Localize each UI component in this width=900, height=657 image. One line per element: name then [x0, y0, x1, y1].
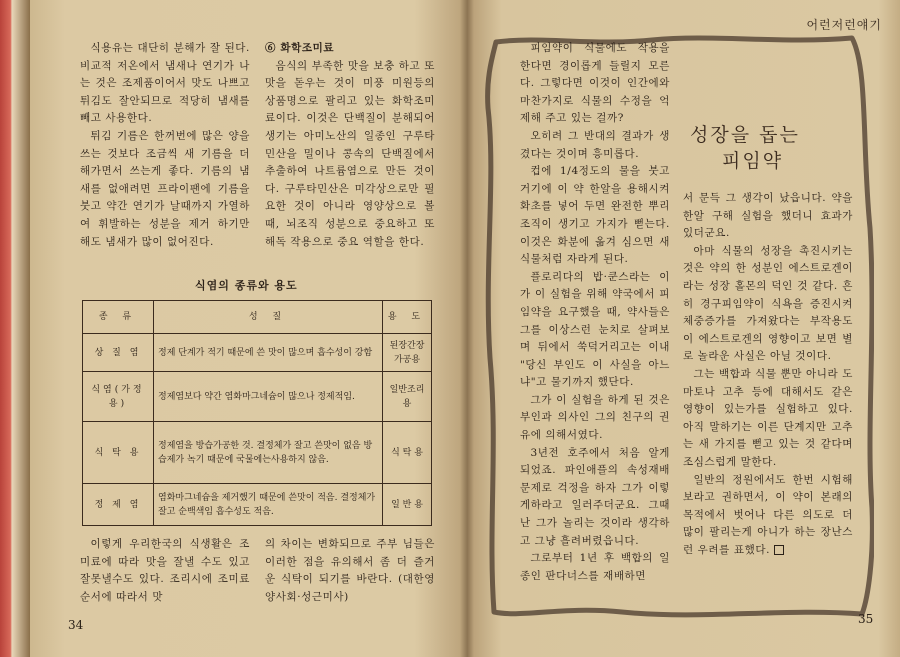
table-row — [83, 372, 432, 422]
table-row — [83, 484, 432, 526]
table-row — [83, 422, 432, 484]
paragraph: 3년전 호주에서 처음 알게 되었죠. 파인애플의 속성재배 문제로 걱정을 하자 그가 이렇게하라고 일러주더군요. 그때 난 그가 놀리는 것이라 생각하고 그냥 흘려버렸읍니다. — [520, 446, 670, 547]
left-column-1 — [80, 40, 250, 251]
paragraph: 피임약이 식물에도 작용을 한다면 경이롭게 들릴지 모른다. 그렇다면 이것이 인간에와 마찬가지로 식물의 수정을 억제해 주고 있는 걸까? — [520, 42, 670, 125]
left-bottom-column-1 — [80, 536, 250, 606]
end-mark-icon — [774, 545, 784, 555]
paragraph-text: 일반의 정원에서도 한번 시험해 보라고 권하면서, 이 약이 본래의 목적에서 벗어나 다른 의도로 더 많이 팔리는게 아니가 하는 장난스런 우려를 표했다. — [683, 473, 853, 556]
paragraph: 식용유는 대단히 분해가 잘 된다. 비교적 저온에서 냄새나 연기가 나는 것은 조제품이어서 맛도 나쁘고 튀김도 잘안되므로 적당히 냄새를 빼고 사용한다. — [80, 42, 250, 125]
paragraph: 이렇게 우리한국의 식생활은 조미료에 따라 맛을 잘낼 수도 있고 잘못낼수도 있다. 조리시에 조미료 순서에 따라서 맛 — [80, 538, 250, 603]
table-header-cell: 종 류 — [83, 301, 154, 334]
right-column-1 — [520, 40, 670, 585]
paragraph: 그로부터 1년 후 백합의 일종인 판다너스를 재배하면 — [520, 552, 670, 582]
paragraph: 그가 이 실험을 하게 된 것은 부인과 의사인 그의 친구의 권유에 의해서였다. — [520, 393, 670, 442]
section-heading: ⑥ 화학조미료 — [265, 42, 335, 54]
paragraph: 아마 식물의 성장을 촉진시키는 것은 약의 한 성분인 에스트로겐이라는 성장 홀몬의 덕인 것 같다. 흔히 경구피임약이 식욕을 증진시켜 체중증가를 가져왔다는 부작용도 이 에스트로겐의 영향이고 보면 별로 놀라운 사실은 아닐 것이다. — [683, 244, 853, 363]
table-row — [83, 334, 432, 372]
book-gutter — [460, 0, 474, 657]
table-header-cell: 용 도 — [383, 301, 432, 334]
paragraph: 오히려 그 반대의 결과가 생겼다는 것이며 흥미롭다. — [520, 129, 670, 160]
paragraph: 음식의 부족한 맛을 보충 하고 또 맛을 돋우는 것이 미풍 미원등의 상품명으로 팔리고 있는 화학조미료이다. 이것은 단백질이 분해되어 생기는 아미노산의 일종인 구루타민산을 밀이나 콩속의 단백질에서 추출하여 나트륨염으로 만든 것이다. 구루타민산은 미각상으로만 필요한 것이 아니라 영양상으로 볼때, 뇌조직 성분으로 중요하고 또 해독 작용으로 중요 역할을 한다. — [265, 59, 435, 248]
table-cell-desc: 염화마그네슘을 제거했기 때문에 쓴맛이 적음. 결정체가 잘고 순백색임 흡수성도 적음. — [154, 484, 383, 526]
article-title — [690, 122, 860, 174]
table-cell-desc: 정제 단계가 적기 때문에 쓴 맛이 많으며 흡수성이 강함 — [154, 334, 383, 372]
paragraph: 컵에 1/4정도의 물을 붓고 거기에 이 약 한알을 용해시켜 화초를 넣어 두면 완전한 뿌리조직이 생기고 가지가 뻗는다. 이것은 화분에 옮겨 심으면 새식물처럼 자라게 된다. — [520, 165, 670, 266]
table-cell-desc: 정제염을 방습가공한 것. 결정체가 잘고 쓴맛이 없음 방습제가 녹기 때문에 국물에는사용하지 않음. — [154, 422, 383, 484]
paragraph: 의 차이는 변화되므로 주부 님들은 이러한 점을 유의해서 좀 더 즐거운 식탁이 되기를 바란다. (대한영양사회·성근미사) — [265, 538, 435, 603]
paragraph: 플로리다의 밥·쿤스라는 이가 이 실험을 위해 약국에서 피임약을 요구했을 때, 약사들은 그를 이상스런 눈치로 살펴보며 뒤에서 쑥덕거리고는 이내 "당신 부인도 이 사실을 아느냐"고 물기까지 했단다. — [520, 270, 670, 389]
paragraph: 튀김 기름은 한꺼번에 많은 양을 쓰는 것보다 조금씩 새 기름을 더해가면서 쓰는게 좋다. 기름의 냄새를 없애려면 프라이팬에 기름을 붓고 약간 연기가 날때까지 가열하여 휘발하는 성분을 제거 하기만 해도 냄새가 많이 없어진다. — [80, 129, 250, 248]
table-title: 식염의 종류와 용도 — [195, 279, 298, 292]
page-number-left: 34 — [68, 618, 84, 632]
salt-usage-table — [82, 300, 432, 526]
right-column-2 — [683, 190, 853, 559]
paragraph — [683, 472, 853, 560]
table-cell-use: 일 반 용 — [383, 484, 432, 526]
table-header-row — [83, 301, 432, 334]
book-edge — [0, 0, 30, 657]
table-cell-use: 된장간장 가공용 — [383, 334, 432, 372]
page-number-right: 35 — [858, 612, 874, 626]
left-column-2 — [265, 40, 435, 251]
title-line: 피임약 — [722, 150, 784, 172]
table-header-cell: 성 질 — [154, 301, 383, 334]
table-cell-desc: 정제염보다 약간 염화마그네슘이 많으나 정제적임. — [154, 372, 383, 422]
table-cell-use: 일반조리용 — [383, 372, 432, 422]
paragraph: 서 문득 그 생각이 났읍니다. 약을 한알 구해 실험을 했더니 효과가 있더군요. — [683, 192, 853, 240]
table-cell-kind: 식염(가정용) — [83, 372, 154, 422]
table-cell-kind: 식 탁 용 — [83, 422, 154, 484]
table-cell-kind: 상 질 염 — [83, 334, 154, 372]
table-cell-kind: 정 제 염 — [83, 484, 154, 526]
table-cell-use: 식 탁 용 — [383, 422, 432, 484]
running-header: 어런저런얘기 — [806, 18, 882, 32]
paragraph: 그는 백합과 식물 뿐만 아니라 도마토나 고추 등에 대해서도 같은 영향이 있는가를 실험하고 있다. 아직 말하기는 이른 단계지만 고추는 새 가지를 뻗고 있는 것 같다며 조심스럽게 말한다. — [683, 367, 853, 468]
title-line: 성장을 돕는 — [690, 124, 800, 146]
left-bottom-column-2 — [265, 536, 435, 606]
